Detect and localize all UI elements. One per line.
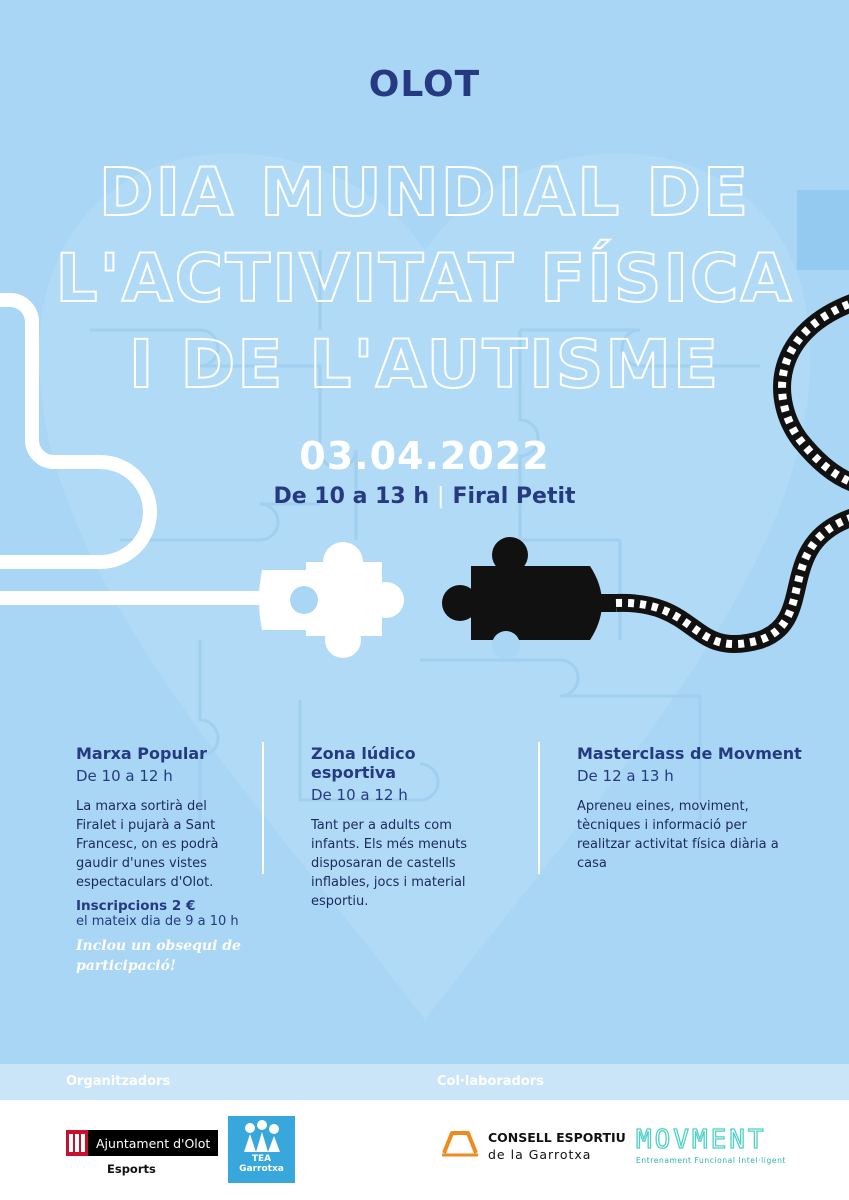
column-divider (262, 742, 264, 874)
movment-name: MOVMENT (636, 1125, 767, 1155)
ajuntament-subtitle: Esports (107, 1162, 156, 1176)
title-line: DIA MUNDIAL DE (98, 154, 751, 231)
ajuntament-name: Ajuntament d'Olot (96, 1135, 211, 1151)
activity-masterclass (577, 744, 802, 873)
registration-info (76, 898, 239, 929)
tea-name: TEA Garrotxa (239, 1154, 284, 1174)
activity-title: Marxa Popular (76, 744, 208, 763)
ajuntament-olot-logo (66, 1130, 218, 1156)
movment-logo (636, 1126, 816, 1165)
activity-title: Masterclass de Movment (577, 744, 802, 763)
consell-line2: de la Garrotxa (488, 1147, 592, 1162)
tea-figures-icon (228, 1116, 295, 1156)
city-heading: OLOT (368, 64, 481, 105)
tea-garrotxa-logo (228, 1116, 295, 1183)
registration-schedule: el mateix dia de 9 a 10 h (76, 914, 239, 929)
activity-hours: De 10 a 12 h (76, 767, 173, 785)
title-line: I DE L'AUTISME (128, 326, 721, 403)
event-time: De 10 a 13 h (273, 484, 430, 509)
main-title (0, 150, 849, 408)
activity-description: Apreneu eines, moviment, tècniques i informació per realitzar activitat física diària a casa (577, 799, 779, 871)
collaborators-label: Col·laboradors (437, 1074, 544, 1089)
activity-description: La marxa sortirà del Firalet i pujarà a Sant Francesc, on es podrà gaudir d'unes vistes espectaculars d'Olot. (76, 799, 219, 890)
event-place: Firal Petit (452, 484, 576, 509)
movment-tagline: Entrenament Funcional Intel·ligent (636, 1156, 786, 1165)
registration-title: Inscripcions 2 € (76, 898, 196, 914)
activity-marxa-popular (76, 744, 251, 892)
gift-note: Inclou un obsequi de participació! (76, 938, 241, 974)
activity-title: Zona lúdico esportiva (311, 744, 416, 782)
consell-esportiu-icon (440, 1127, 480, 1159)
activity-hours: De 10 a 12 h (311, 786, 408, 804)
activity-zona-ludico (311, 744, 491, 911)
activity-description: Tant per a adults com infants. Els més menuts disposaran de castells inflables, jocs i material esportiu. (311, 818, 468, 909)
time-place (0, 484, 849, 509)
separator: | (437, 484, 445, 509)
column-divider (538, 742, 540, 874)
title-line: L'ACTIVITAT FÍSICA (55, 240, 794, 317)
event-date: 03.04.2022 (299, 434, 550, 478)
olot-shield-icon (66, 1130, 88, 1156)
activity-hours: De 12 a 13 h (577, 767, 674, 785)
organizers-label: Organitzadors (66, 1074, 171, 1089)
consell-line1: CONSELL ESPORTIU (488, 1130, 626, 1145)
